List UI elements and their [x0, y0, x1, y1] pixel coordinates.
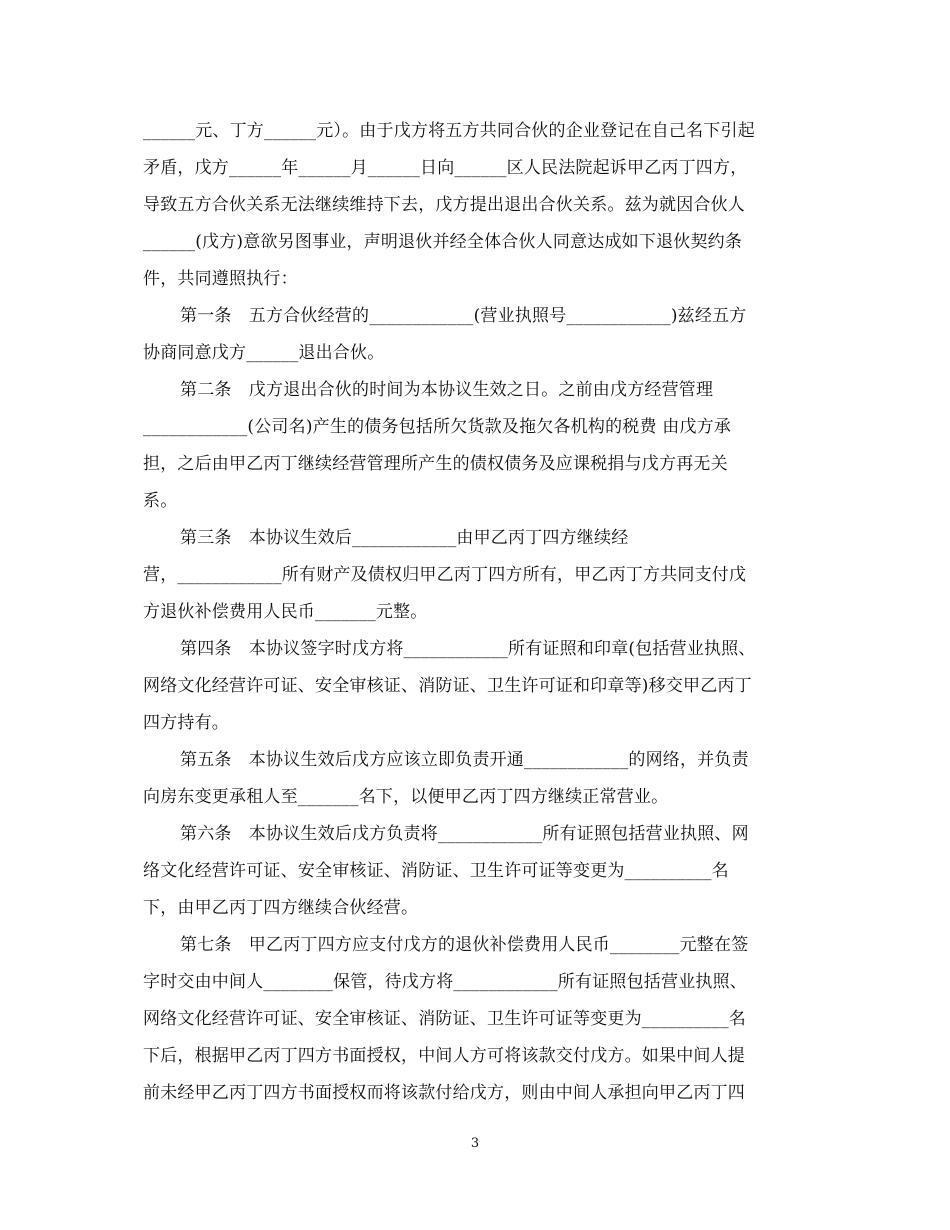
clause-1-heading-line: 第一条 五方合伙经营的____________(营业执照号____________)兹经五方: [180, 306, 747, 326]
text-line: 网络文化经营许可证、安全审核证、消防证、卫生许可证等变更为__________名: [143, 1009, 746, 1029]
text-line: 系。: [143, 491, 178, 511]
text-line: ______元、丁方______元）。由于戊方将五方共同合伙的企业登记在自己名下引起: [143, 121, 755, 141]
text-line: 络文化经营许可证、安全审核证、消防证、卫生许可证等变更为__________名: [143, 861, 729, 881]
clause-5-heading-line: 第五条 本协议生效后戊方应该立即负责开通____________的网络，并负责: [180, 750, 749, 770]
text-line: 矛盾，戊方______年______月______日向______区人民法院起诉甲乙丙丁四方，: [143, 158, 748, 178]
text-line: 四方持有。: [143, 713, 229, 733]
text-line: 营，____________所有财产及债权归甲乙丙丁四方所有，甲乙丙丁方共同支付戊: [143, 565, 747, 585]
page-number: 3: [470, 1136, 480, 1151]
text-line: 协商同意戊方______退出合伙。: [143, 343, 385, 363]
text-line: 网络文化经营许可证、安全审核证、消防证、卫生许可证和印章等)移交甲乙丙丁: [143, 676, 752, 696]
text-line: 件，共同遵照执行：: [143, 269, 298, 289]
clause-6-heading-line: 第六条 本协议生效后戊方负责将____________所有证照包括营业执照、网: [180, 824, 749, 844]
text-line: 方退伙补偿费用人民币_______元整。: [143, 602, 428, 622]
document-body: [143, 113, 808, 1112]
text-line: 导致五方合伙关系无法继续维持下去，戊方提出退出合伙关系。兹为就因合伙人: [143, 195, 745, 215]
clause-4-heading-line: 第四条 本协议签字时戊方将____________所有证照和印章(包括营业执照、: [180, 639, 756, 659]
text-line: 担，之后由甲乙丙丁继续经营管理所产生的债权债务及应课税捐与戊方再无关: [143, 454, 728, 474]
text-line: 下，由甲乙丙丁四方继续合伙经营。: [143, 898, 419, 918]
text-line: ______(戊方)意欲另图事业，声明退伙并经全体合伙人同意达成如下退伙契约条: [143, 232, 743, 252]
text-line: 向房东变更承租人至_______名下，以便甲乙丙丁四方继续正常营业。: [143, 787, 669, 807]
text-line: ____________(公司名)产生的债务包括所欠货款及拖欠各机构的税费 由戊方承: [143, 417, 732, 437]
text-line: 前未经甲乙丙丁四方书面授权而将该款付给戊方，则由中间人承担向甲乙丙丁四: [143, 1083, 745, 1103]
clause-2-heading-line: 第二条 戊方退出合伙的时间为本协议生效之日。之前由戊方经营管理: [180, 380, 714, 400]
text-line: 下后，根据甲乙丙丁四方书面授权，中间人方可将该款交付戊方。如果中间人提: [143, 1046, 745, 1066]
text-line: 字时交由中间人________保管，待戊方将____________所有证照包括营业执照、: [143, 972, 747, 992]
clause-3-heading-line: 第三条 本协议生效后____________由甲乙丙丁四方继续经: [180, 528, 629, 548]
clause-7-heading-line: 第七条 甲乙丙丁四方应支付戊方的退伙补偿费用人民币________元整在签: [180, 935, 749, 955]
